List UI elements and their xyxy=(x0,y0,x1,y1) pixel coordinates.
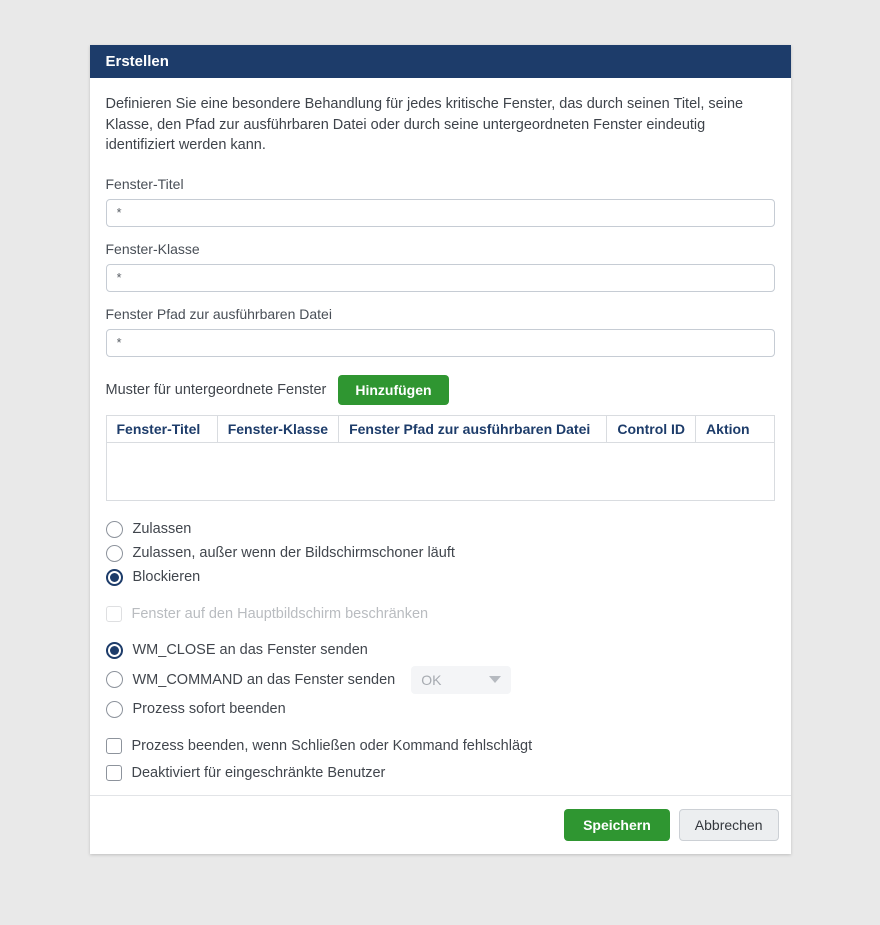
col-exe-path: Fenster Pfad zur ausführbaren Datei xyxy=(339,415,607,442)
checkbox-icon[interactable] xyxy=(106,765,122,781)
radio-wm-close-label: WM_CLOSE an das Fenster senden xyxy=(132,642,368,659)
wm-command-select xyxy=(411,666,511,694)
window-class-input[interactable] xyxy=(106,264,775,292)
col-control-id: Control ID xyxy=(607,415,696,442)
radio-icon[interactable] xyxy=(106,545,123,562)
radio-icon[interactable] xyxy=(106,701,123,718)
table-empty-area xyxy=(106,442,774,500)
window-class-label: Fenster-Klasse xyxy=(105,240,200,257)
col-action: Aktion xyxy=(696,415,774,442)
wm-command-select-value: OK xyxy=(421,671,442,688)
save-button[interactable]: Speichern xyxy=(564,809,670,841)
cancel-button[interactable]: Abbrechen xyxy=(679,809,779,841)
radio-allow-label: Zulassen xyxy=(132,521,192,538)
child-patterns-table xyxy=(106,415,775,501)
radio-allow-unless-screensaver-label: Zulassen, außer wenn der Bildschirmschoner läuft xyxy=(132,545,455,562)
radio-kill-process[interactable] xyxy=(106,701,775,718)
child-patterns-label: Muster für untergeordnete Fenster xyxy=(105,381,327,398)
radio-selected-icon[interactable] xyxy=(106,642,123,659)
restrict-main-screen-group xyxy=(106,606,775,622)
col-window-class: Fenster-Klasse xyxy=(217,415,338,442)
radio-block[interactable] xyxy=(106,569,775,586)
window-title-input[interactable] xyxy=(106,199,775,227)
checkbox-icon xyxy=(106,606,122,622)
radio-wm-command-label: WM_COMMAND an das Fenster senden xyxy=(132,671,396,688)
add-pattern-button[interactable]: Hinzufügen xyxy=(338,375,448,405)
checkbox-icon[interactable] xyxy=(106,738,122,754)
chevron-down-icon xyxy=(489,676,501,683)
radio-selected-icon[interactable] xyxy=(106,569,123,586)
radio-kill-process-label: Prozess sofort beenden xyxy=(132,701,286,718)
bottom-checkbox-group xyxy=(106,738,775,781)
dialog-title: Erstellen xyxy=(90,45,791,78)
radio-allow[interactable] xyxy=(106,521,775,538)
checkbox-kill-on-fail[interactable] xyxy=(106,738,775,754)
child-patterns-row xyxy=(106,375,775,405)
checkbox-kill-on-fail-label: Prozess beenden, wenn Schließen oder Kommand fehlschlägt xyxy=(131,737,533,754)
table-header-row xyxy=(106,415,774,442)
checkbox-restrict-main-screen-label: Fenster auf den Hauptbildschirm beschränken xyxy=(131,605,429,622)
col-window-title: Fenster-Titel xyxy=(106,415,217,442)
dialog-footer xyxy=(90,795,791,854)
radio-allow-unless-screensaver[interactable] xyxy=(106,545,775,562)
window-exe-path-label: Fenster Pfad zur ausführbaren Datei xyxy=(105,305,332,322)
checkbox-disabled-restricted-users-label: Deaktiviert für eingeschränkte Benutzer xyxy=(131,764,386,781)
dialog-description: Definieren Sie eine besondere Behandlung für jedes kritische Fenster, das durch seinen Titel, seine Klasse, den Pfad zur ausführbaren Datei oder durch seine untergeordneten Fenster eindeutig identifiziert werden kann. xyxy=(105,96,744,154)
action-radio-group xyxy=(106,521,775,586)
radio-wm-close[interactable] xyxy=(106,642,775,659)
radio-block-label: Blockieren xyxy=(132,569,201,586)
radio-wm-command[interactable] xyxy=(106,666,775,694)
window-title-label: Fenster-Titel xyxy=(105,175,184,192)
radio-icon[interactable] xyxy=(106,521,123,538)
checkbox-restrict-main-screen xyxy=(106,606,775,622)
dialog-body xyxy=(90,78,791,781)
close-method-radio-group xyxy=(106,642,775,718)
window-exe-path-input[interactable] xyxy=(106,329,775,357)
radio-icon[interactable] xyxy=(106,671,123,688)
checkbox-disabled-restricted-users[interactable] xyxy=(106,765,775,781)
create-dialog xyxy=(90,45,791,854)
